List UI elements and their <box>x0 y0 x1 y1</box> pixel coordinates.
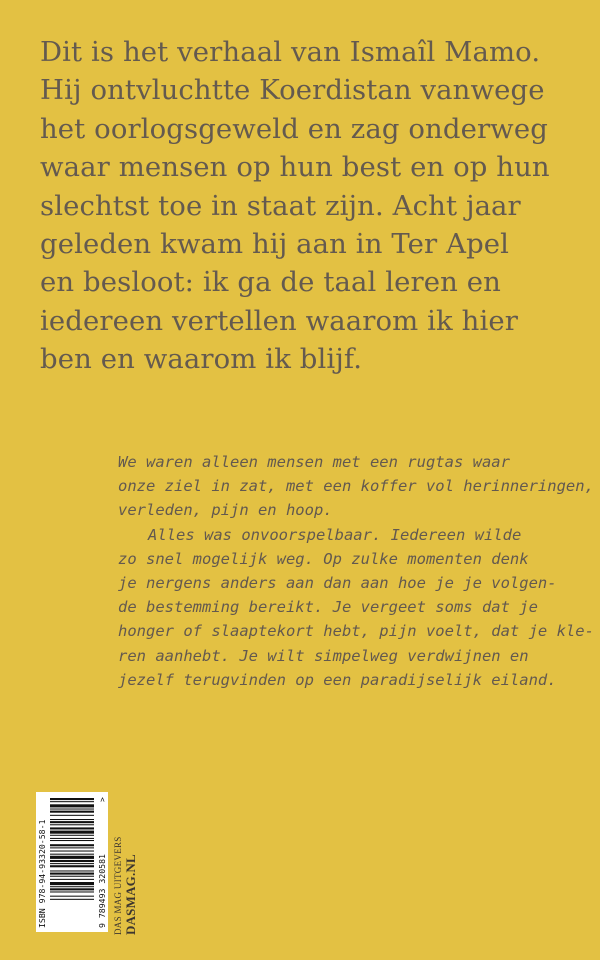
barcode-bar <box>50 888 94 890</box>
excerpt-line: verleden, pijn en hoop. <box>118 501 333 520</box>
excerpt-line: zo snel mogelijk weg. Op zulke momenten denk <box>118 549 529 568</box>
barcode-bar <box>50 860 94 862</box>
barcode-bar <box>50 840 94 841</box>
barcode-bar <box>50 896 94 897</box>
publisher-website: DASMAG.NL <box>123 854 138 935</box>
publisher-imprint <box>108 800 148 935</box>
intro-line: geleden kwam hij aan in Ter Apel <box>40 228 510 261</box>
intro-line: ben en waarom ik blijf. <box>40 343 363 376</box>
barcode-graphic <box>36 792 108 932</box>
barcode-bar <box>50 824 94 825</box>
barcode-bar <box>50 856 94 859</box>
excerpt-line: je nergens anders aan dan aan hoe je je volgen- <box>118 574 557 593</box>
excerpt-line: jezelf terugvinden op een paradijselijk eiland. <box>118 670 557 689</box>
intro-line: het oorlogsgeweld en zag onderweg <box>40 112 548 145</box>
barcode-bar <box>50 819 94 820</box>
excerpt-line: de bestemming bereikt. Je vergeet soms dat je <box>118 598 538 617</box>
barcode-bar <box>50 844 94 846</box>
excerpt-quote <box>118 450 594 692</box>
barcode-bar <box>50 821 94 823</box>
barcode-digits: 9 789493 320581 <box>97 854 107 928</box>
barcode-bar <box>50 863 94 864</box>
barcode-bar <box>50 851 94 852</box>
intro-line: Hij ontvluchtte Koerdistan vanwege <box>40 74 545 107</box>
excerpt-line: Alles was onvoorspelbaar. Iedereen wilde <box>148 525 522 544</box>
barcode-bar <box>50 804 94 807</box>
barcode-bar <box>50 870 94 871</box>
barcode-bar <box>50 882 94 885</box>
intro-line: slechtst toe in staat zijn. Acht jaar <box>40 189 521 222</box>
barcode-bar <box>50 827 94 829</box>
barcode-bar <box>50 865 94 867</box>
excerpt-paragraph-1 <box>118 450 594 523</box>
barcode-bar <box>50 886 94 887</box>
barcode-bar <box>50 809 94 810</box>
barcode-bar <box>50 854 94 855</box>
excerpt-line: honger of slaaptekort hebt, pijn voelt, dat je kle- <box>118 622 594 641</box>
barcode-bar <box>50 811 94 813</box>
excerpt-line: ren aanhebt. Je wilt simpelweg verdwijnen en <box>118 646 529 665</box>
barcode-bar <box>50 801 94 802</box>
barcode-bar <box>50 838 94 839</box>
barcode-bar <box>50 815 94 816</box>
barcode-bar <box>50 847 94 848</box>
barcode-bar <box>50 873 94 875</box>
blurb-intro <box>40 33 585 379</box>
barcode-quiet-zone-mark: > <box>98 797 107 802</box>
excerpt-line: We waren alleen mensen met een rugtas waar <box>118 453 510 471</box>
barcode-bar <box>50 891 94 892</box>
barcode-bar <box>50 876 94 877</box>
barcode-bar <box>50 879 94 880</box>
intro-line: iedereen vertellen waarom ik hier <box>40 304 518 337</box>
barcode-bar <box>50 899 94 900</box>
isbn-text: ISBN 978-94-93320-58-1 <box>37 819 47 928</box>
barcode-bar <box>50 835 94 836</box>
barcode-bar <box>50 798 94 800</box>
excerpt-line: onze ziel in zat, met een koffer vol herinneringen, <box>118 477 594 496</box>
barcode-bars <box>50 798 94 900</box>
barcode-bar <box>50 831 94 834</box>
excerpt-paragraph-2 <box>118 523 594 692</box>
intro-line: waar mensen op hun best en op hun <box>40 151 550 184</box>
publisher-name: DAS MAG UITGEVERS <box>113 836 123 935</box>
isbn-barcode <box>36 792 108 932</box>
intro-line: Dit is het verhaal van Ismaîl Mamo. <box>40 36 541 68</box>
intro-line: en besloot: ik ga de taal leren en <box>40 266 501 299</box>
